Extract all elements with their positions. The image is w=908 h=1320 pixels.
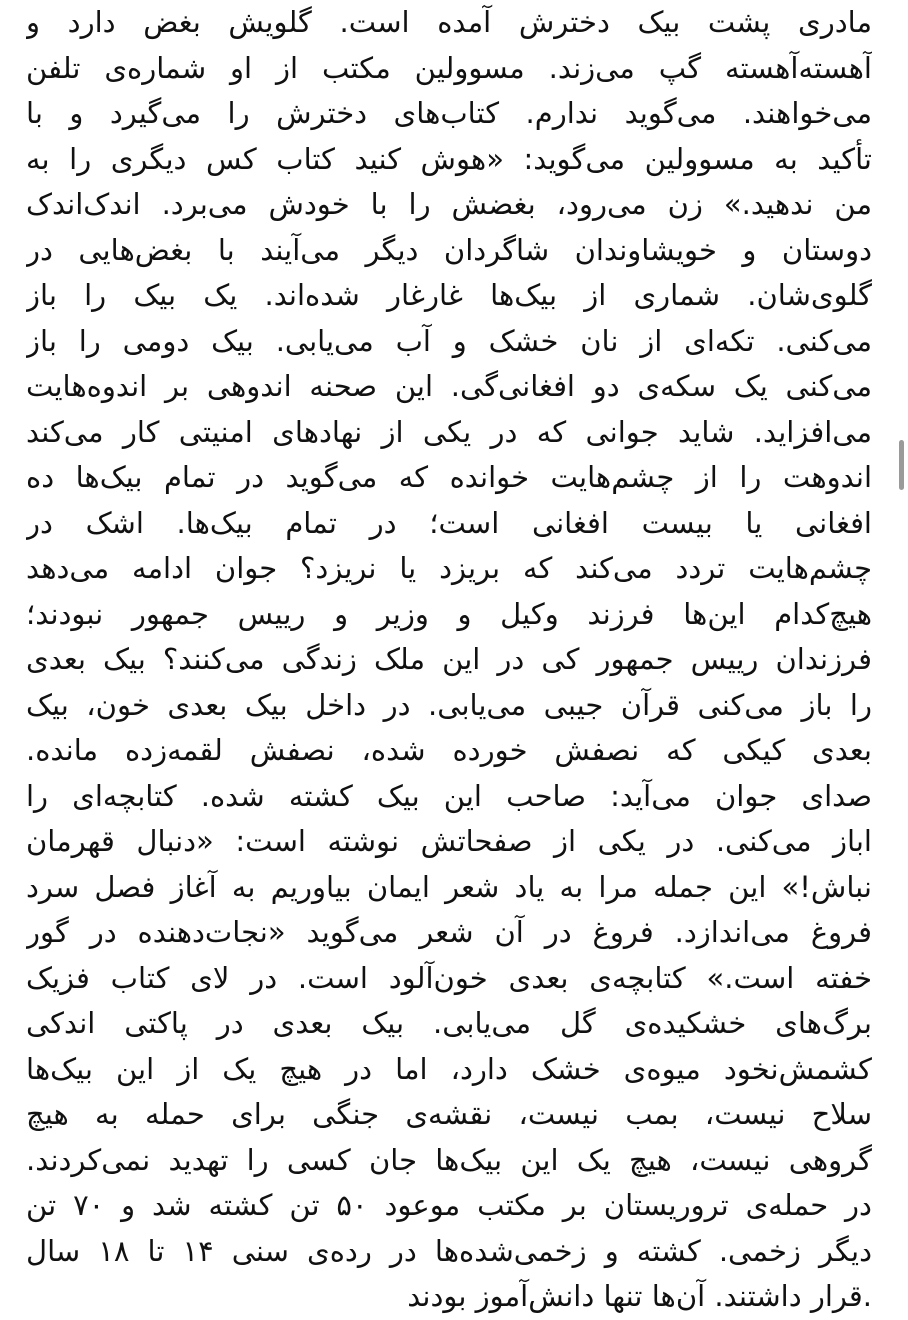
text-line: آهسته‌آهسته گپ می‌زند. مسوولین مکتب از او شماره‌ی تلفن: [26, 50, 872, 85]
text-line: افغانی یا بیست افغانی است؛ در تمام بیک‌ها. اشک در: [26, 505, 872, 540]
text-line: در حمله‌ی تروریستان بر مکتب موعود ۵۰ تن کشته شد و ۷۰ تن: [26, 1188, 872, 1222]
scroll-indicator[interactable]: [899, 440, 904, 490]
text-line: می‌خواهند. می‌گوید ندارم. کتاب‌های دخترش را می‌گیرد و با: [26, 96, 872, 130]
text-line: فرزندان رییس جمهور کی در این ملک زندگی می‌کنند؟ بیک بعدی: [26, 642, 872, 676]
text-line: صدای جوان می‌آید: صاحب این بیک کشته شده. کتابچه‌ای را: [26, 778, 872, 813]
text-line: بعدی کیکی که نصفش خورده شده، نصفش لقمه‌زده مانده.: [26, 733, 872, 767]
text-line: خفته است.» کتابچه‌ی بعدی خون‌آلود است. در لای کتاب فزیک: [26, 960, 872, 995]
text-line: گلوی‌شان. شماری از بیک‌ها غارغار شده‌اند. یک بیک را باز: [26, 278, 872, 312]
text-line: .قرار داشتند. آن‌ها تنها دانش‌آموز بودند: [407, 1279, 872, 1313]
text-line: نباش!» این جمله مرا به یاد شعر ایمان بیاوریم به آغاز فصل سرد: [26, 869, 872, 904]
text-line: تأکید به مسوولین می‌گوید: «هوش کنید کتاب کس دیگری را به: [26, 141, 872, 176]
text-line: گروهی نیست، هیچ یک این بیک‌ها جان کسی را تهدید نمی‌کردند.: [26, 1142, 872, 1177]
text-line: من ندهید.» زن می‌رود، بغضش را با خودش می‌برد. اندک‌اندک: [26, 187, 872, 221]
text-line: برگ‌های خشکیده‌ی گل می‌یابی. بیک بعدی در پاکتی اندکی: [26, 1006, 872, 1040]
article-text: [26, 0, 872, 1320]
text-line: فروغ می‌اندازد. فروغ در آن شعر می‌گوید «نجات‌دهنده در گور: [26, 915, 872, 949]
text-line: می‌کنی. تکه‌ای از نان خشک و آب می‌یابی. بیک دومی را باز: [26, 323, 872, 358]
text-line: اندوهت را از چشم‌هایت خوانده که می‌گوید در تمام بیک‌ها ده: [26, 460, 872, 494]
text-line: دیگر زخمی. کشته و زخمی‌شده‌ها در رده‌ی سنی ۱۴ تا ۱۸ سال: [26, 1233, 872, 1268]
text-line: دوستان و خویشاوندان شاگردان دیگر می‌آیند با بغض‌هایی در: [26, 232, 872, 267]
text-line: هیچ‌کدام این‌ها فرزند وکیل و وزیر و رییس جمهور نبودند؛: [26, 596, 872, 631]
text-line: می‌افزاید. شاید جوانی که در یکی از نهادهای امنیتی کار می‌کند: [26, 414, 872, 449]
text-line: سلاح نیست، بمب نیست، نقشه‌ی جنگی برای حمله به هیچ: [26, 1097, 872, 1131]
text-line: را باز می‌کنی قرآن جیبی می‌یابی. در داخل بیک بعدی خون، بیک: [26, 687, 872, 722]
text-line: مادری پشت بیک دخترش آمده است. گلویش بغض دارد و: [26, 5, 872, 39]
text-line: می‌کنی یک سکه‌ی دو افغانی‌گی. این صحنه اندوهی بر اندوه‌هایت: [26, 369, 872, 403]
text-line: چشم‌هایت تردد می‌کند که بریزد یا نریزد؟ جوان ادامه می‌دهد: [26, 551, 872, 585]
text-line: اباز می‌کنی. در یکی از صفحاتش نوشته است: «دنبال قهرمان: [26, 824, 872, 858]
text-line: کشمش‌نخود میوه‌ی خشک دارد، اما در هیچ یک از این بیک‌ها: [26, 1051, 872, 1086]
